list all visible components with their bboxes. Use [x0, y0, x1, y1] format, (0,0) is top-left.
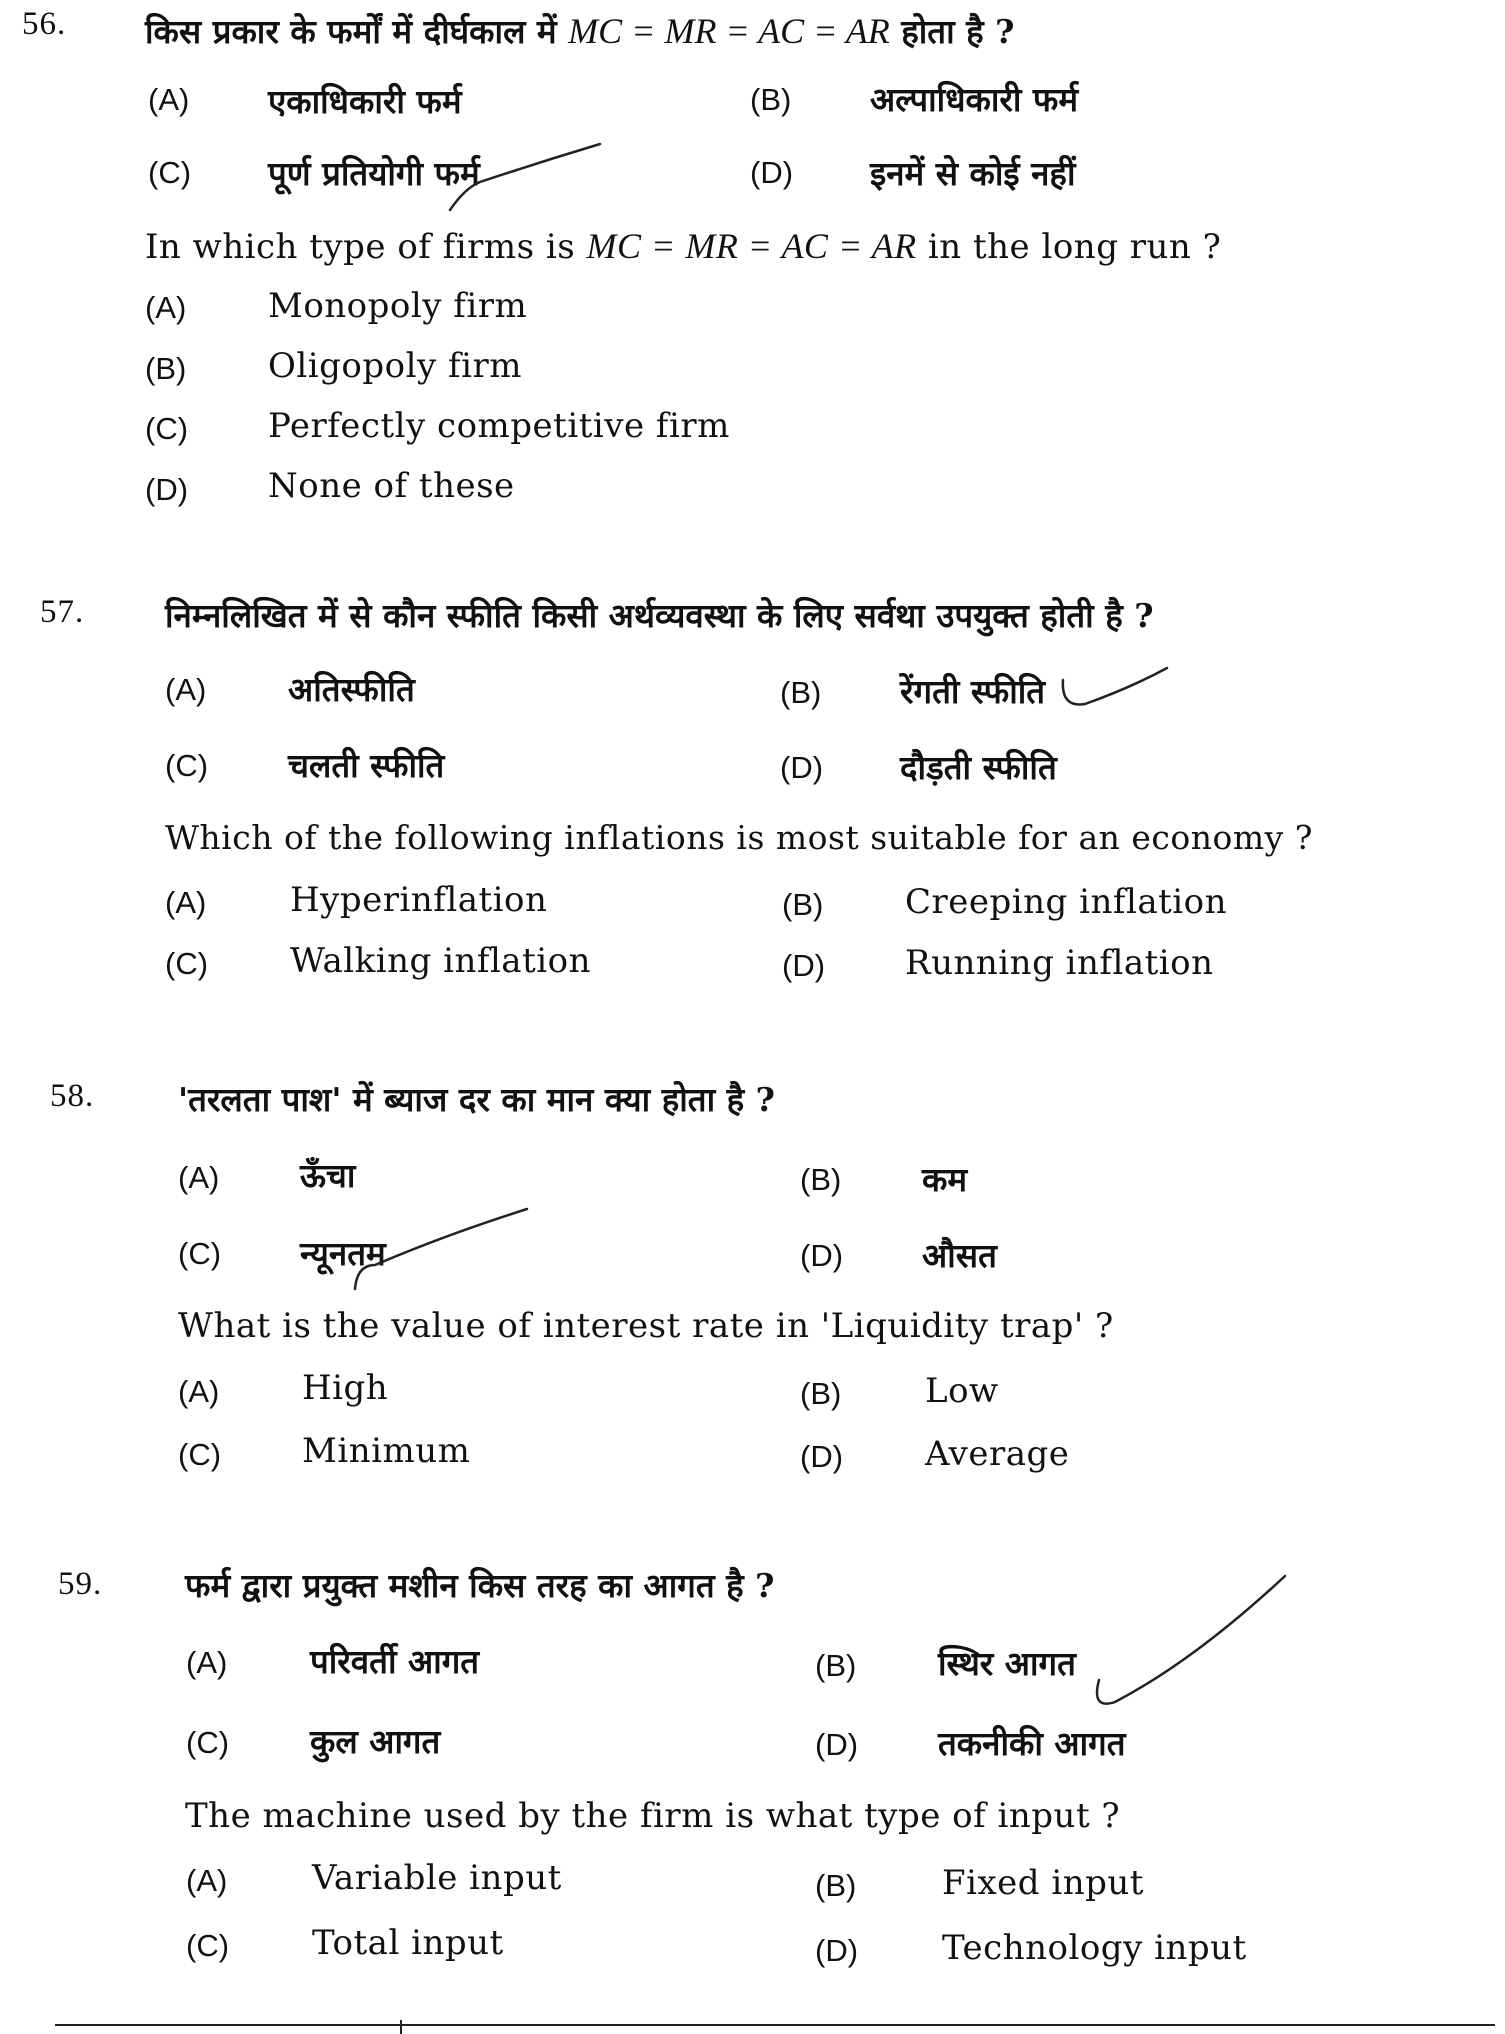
- q57-en-option-a-text: Hyperinflation: [290, 880, 548, 920]
- q59-en-option-d-text: Technology input: [942, 1928, 1247, 1968]
- q59-hi-option-a-letter: (A): [186, 1645, 228, 1680]
- q59-hi-option-a-text: परिवर्ती आगत: [310, 1642, 480, 1681]
- stem-text: in the long run ?: [916, 227, 1222, 267]
- q56-en-option-a-letter: (A): [145, 290, 187, 325]
- question-57-number: 57.: [40, 594, 85, 630]
- q57-en-option-b-letter: (B): [782, 887, 824, 922]
- q56-hi-option-c-text: पूर्ण प्रतियोगी फर्म: [268, 154, 480, 193]
- stem-formula: MC = MR = AC = AR: [568, 11, 890, 51]
- question-58-stem-english: What is the value of interest rate in 'Liquidity trap' ?: [178, 1306, 1114, 1346]
- q56-hi-option-a-text: एकाधिकारी फर्म: [268, 82, 462, 121]
- question-57-stem-english: Which of the following inflations is most suitable for an economy ?: [165, 818, 1313, 857]
- q58-hi-option-c-text: न्यूनतम: [300, 1234, 386, 1273]
- q57-hi-option-b-text: रेंगती स्फीति: [900, 672, 1046, 711]
- question-58-number: 58.: [50, 1078, 95, 1114]
- q56-hi-option-c-letter: (C): [148, 155, 192, 190]
- q58-hi-option-b-text: कम: [922, 1160, 968, 1199]
- q57-hi-option-d-text: दौड़ती स्फीति: [900, 748, 1057, 787]
- question-56-stem-hindi: [145, 8, 1014, 53]
- q57-hi-option-a-letter: (A): [165, 672, 207, 707]
- q59-en-option-d-letter: (D): [815, 1933, 859, 1968]
- q58-hi-option-b-letter: (B): [800, 1162, 842, 1197]
- q58-en-option-d-letter: (D): [800, 1439, 844, 1474]
- q57-hi-option-d-letter: (D): [780, 750, 824, 785]
- q58-en-option-c-letter: (C): [178, 1437, 222, 1472]
- q57-en-option-c-text: Walking inflation: [290, 941, 591, 981]
- q58-answer-tick-mark: [345, 1205, 535, 1295]
- q58-hi-option-d-letter: (D): [800, 1238, 844, 1273]
- q57-hi-option-c-letter: (C): [165, 748, 209, 783]
- q58-en-option-b-text: Low: [925, 1371, 999, 1411]
- stem-formula: MC = MR = AC = AR: [586, 226, 917, 266]
- stem-text: In which type of firms is: [145, 227, 587, 267]
- q59-hi-option-b-text: स्थिर आगत: [938, 1644, 1076, 1683]
- q59-en-option-b-text: Fixed input: [942, 1863, 1144, 1903]
- q59-en-option-b-letter: (B): [815, 1868, 857, 1903]
- q58-en-option-a-text: High: [302, 1368, 389, 1408]
- q57-en-option-b-text: Creeping inflation: [905, 882, 1228, 922]
- q56-hi-option-d-letter: (D): [750, 155, 794, 190]
- q59-en-option-c-text: Total input: [312, 1923, 504, 1963]
- q56-en-option-a-text: Monopoly firm: [268, 286, 528, 326]
- q58-en-option-d-text: Average: [925, 1434, 1070, 1474]
- q59-hi-option-c-text: कुल आगत: [310, 1722, 441, 1761]
- q59-hi-option-c-letter: (C): [186, 1725, 230, 1760]
- question-59-stem-english: The machine used by the firm is what type of input ?: [185, 1796, 1121, 1836]
- stem-text: किस प्रकार के फर्मों में दीर्घकाल में: [145, 12, 569, 51]
- q56-hi-option-a-letter: (A): [148, 82, 190, 117]
- question-59-stem-hindi: फर्म द्वारा प्रयुक्त मशीन किस तरह का आगत है ?: [185, 1566, 775, 1605]
- page-bottom-divider: [400, 2020, 402, 2034]
- question-57-stem-hindi: निम्नलिखित में से कौन स्फीति किसी अर्थव्यवस्था के लिए सर्वथा उपयुक्त होती है ?: [165, 596, 1154, 635]
- q58-en-option-c-text: Minimum: [302, 1431, 471, 1471]
- q56-en-option-c-letter: (C): [145, 411, 189, 446]
- q57-hi-option-a-text: अतिस्फीति: [288, 670, 415, 709]
- q58-en-option-a-letter: (A): [178, 1374, 220, 1409]
- q58-hi-option-d-text: औसत: [922, 1236, 997, 1275]
- page-bottom-rule: [55, 2024, 1495, 2026]
- q58-hi-option-c-letter: (C): [178, 1236, 222, 1271]
- stem-text: होता है ?: [889, 12, 1015, 51]
- q56-hi-option-b-text: अल्पाधिकारी फर्म: [870, 80, 1079, 119]
- q57-en-option-a-letter: (A): [165, 885, 207, 920]
- q56-en-option-b-text: Oligopoly firm: [268, 346, 522, 386]
- q59-answer-tick-mark: [1085, 1570, 1295, 1720]
- question-59-number: 59.: [58, 1566, 103, 1602]
- q59-en-option-a-text: Variable input: [312, 1858, 562, 1898]
- q57-hi-option-b-letter: (B): [780, 675, 822, 710]
- q57-answer-tick-mark: [1055, 660, 1175, 720]
- question-58-stem-hindi: 'तरलता पाश' में ब्याज दर का मान क्या होता है ?: [178, 1080, 775, 1119]
- q59-hi-option-d-text: तकनीकी आगत: [938, 1724, 1126, 1763]
- q57-en-option-d-text: Running inflation: [905, 943, 1214, 983]
- q56-en-option-c-text: Perfectly competitive firm: [268, 406, 730, 446]
- q59-hi-option-b-letter: (B): [815, 1648, 857, 1683]
- q58-hi-option-a-letter: (A): [178, 1160, 220, 1195]
- q59-hi-option-d-letter: (D): [815, 1727, 859, 1762]
- question-56-number: 56.: [22, 6, 67, 42]
- q56-en-option-d-letter: (D): [145, 472, 189, 507]
- q56-hi-option-b-letter: (B): [750, 82, 792, 117]
- q57-en-option-d-letter: (D): [782, 948, 826, 983]
- q58-hi-option-a-text: ऊँचा: [300, 1156, 356, 1195]
- q57-hi-option-c-text: चलती स्फीति: [288, 746, 445, 785]
- q57-en-option-c-letter: (C): [165, 946, 209, 981]
- q59-en-option-c-letter: (C): [186, 1928, 230, 1963]
- q56-en-option-d-text: None of these: [268, 466, 515, 506]
- q59-en-option-a-letter: (A): [186, 1863, 228, 1898]
- question-56-stem-english: [145, 225, 1221, 267]
- q56-answer-tick-mark: [440, 140, 610, 220]
- q56-en-option-b-letter: (B): [145, 351, 187, 386]
- q56-hi-option-d-text: इनमें से कोई नहीं: [870, 154, 1076, 193]
- q58-en-option-b-letter: (B): [800, 1376, 842, 1411]
